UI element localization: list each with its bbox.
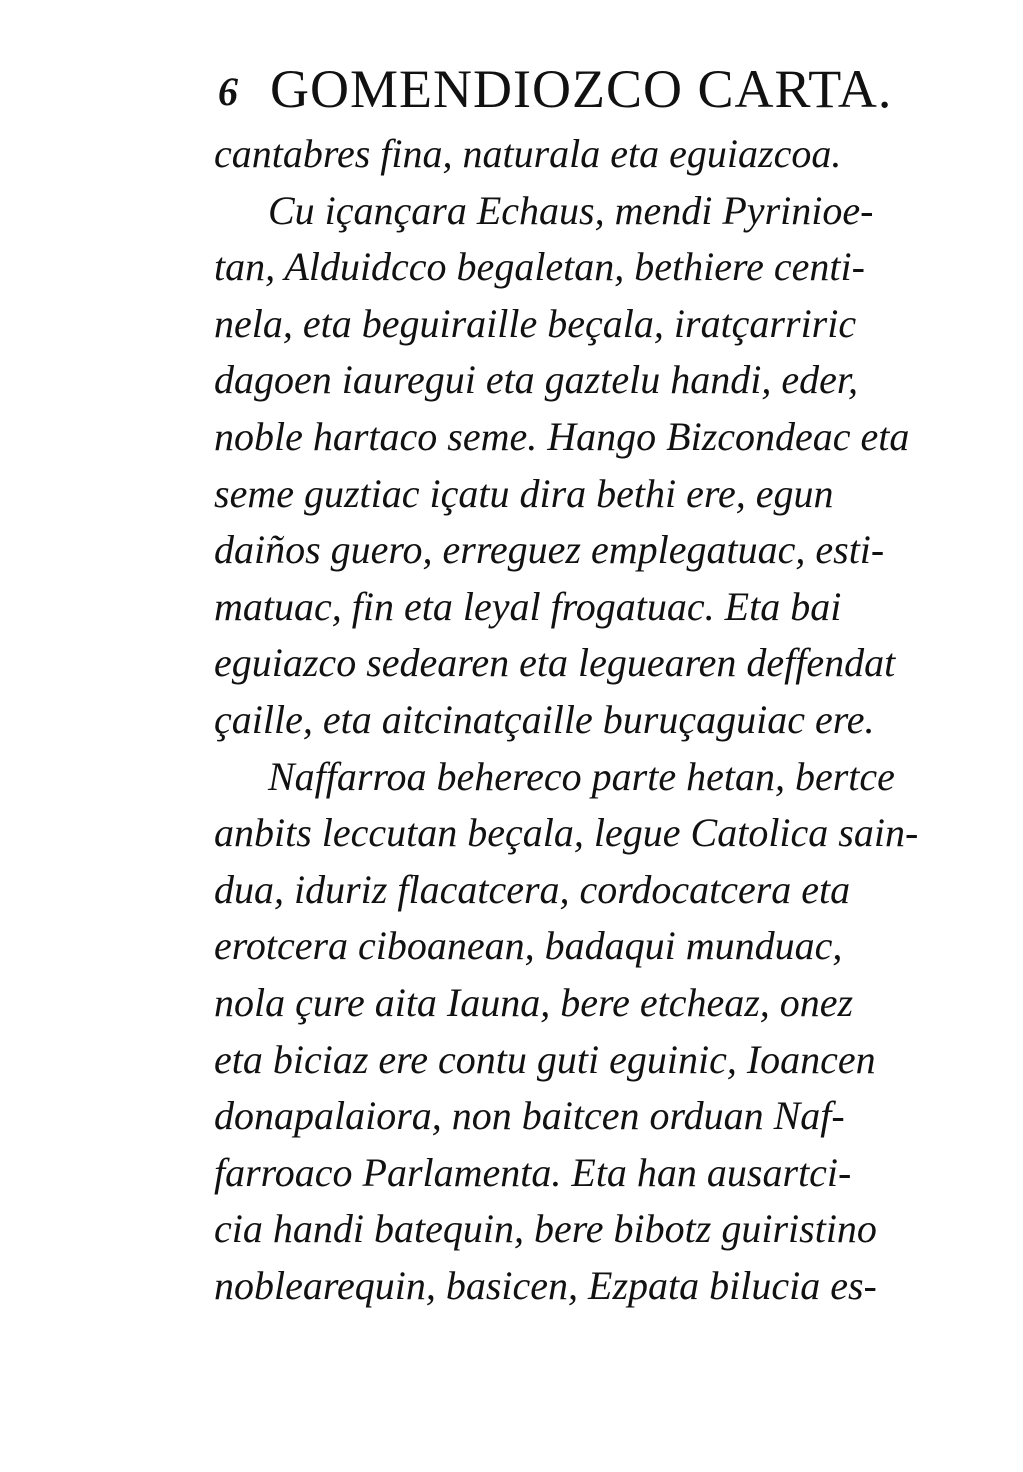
text-line: cia handi batequin, bere bibotz guiristino bbox=[214, 1206, 877, 1252]
text-line: erotcera ciboanean, badaqui munduac, bbox=[214, 923, 843, 969]
text-line: matuac, fin eta leyal frogatuac. Eta bai bbox=[214, 583, 842, 629]
text-line: nela, eta beguiraille beçala, iratçarriric bbox=[214, 300, 857, 346]
text-line: nola çure aita Iauna, bere etcheaz, onez bbox=[214, 979, 854, 1025]
text-line: anbits leccutan beçala, legue Catolica sain- bbox=[214, 810, 919, 856]
text-line: farroaco Parlamenta. Eta han ausartci- bbox=[214, 1149, 852, 1195]
page-number: 6 bbox=[218, 69, 238, 114]
body-text bbox=[214, 126, 934, 1314]
text-line: Naffarroa behereco parte hetan, bertce bbox=[268, 753, 895, 799]
text-line: cantabres fina, naturala eta eguiazcoa. bbox=[214, 131, 842, 176]
running-title: GOMENDIOZCO CARTA. bbox=[270, 59, 893, 119]
text-line: seme guztiac içatu dira bethi ere, egun bbox=[214, 470, 834, 516]
page-header bbox=[218, 58, 918, 128]
text-line: eguiazco sedearen eta leguearen deffendat bbox=[214, 640, 896, 686]
text-line: noble hartaco seme. Hango Bizcondeac eta bbox=[214, 413, 910, 459]
text-line: Cu içançara Echaus, mendi Pyrinioe- bbox=[268, 187, 874, 233]
text-line: çaille, eta aitcinatçaille buruçaguiac ere. bbox=[214, 696, 875, 742]
text-line: donapalaiora, non baitcen orduan Naf- bbox=[214, 1093, 845, 1139]
text-line: tan, Alduidcco begaletan, bethiere centi- bbox=[214, 244, 865, 290]
text-line: daiños guero, erreguez emplegatuac, esti- bbox=[214, 527, 885, 573]
text-line: noblearequin, basicen, Ezpata bilucia es- bbox=[214, 1262, 877, 1308]
text-line: dua, iduriz flacatcera, cordocatcera eta bbox=[214, 866, 851, 912]
text-line: dagoen iauregui eta gaztelu handi, eder, bbox=[214, 357, 858, 403]
text-line: eta biciaz ere contu guti eguinic, Ioancen bbox=[214, 1036, 876, 1082]
